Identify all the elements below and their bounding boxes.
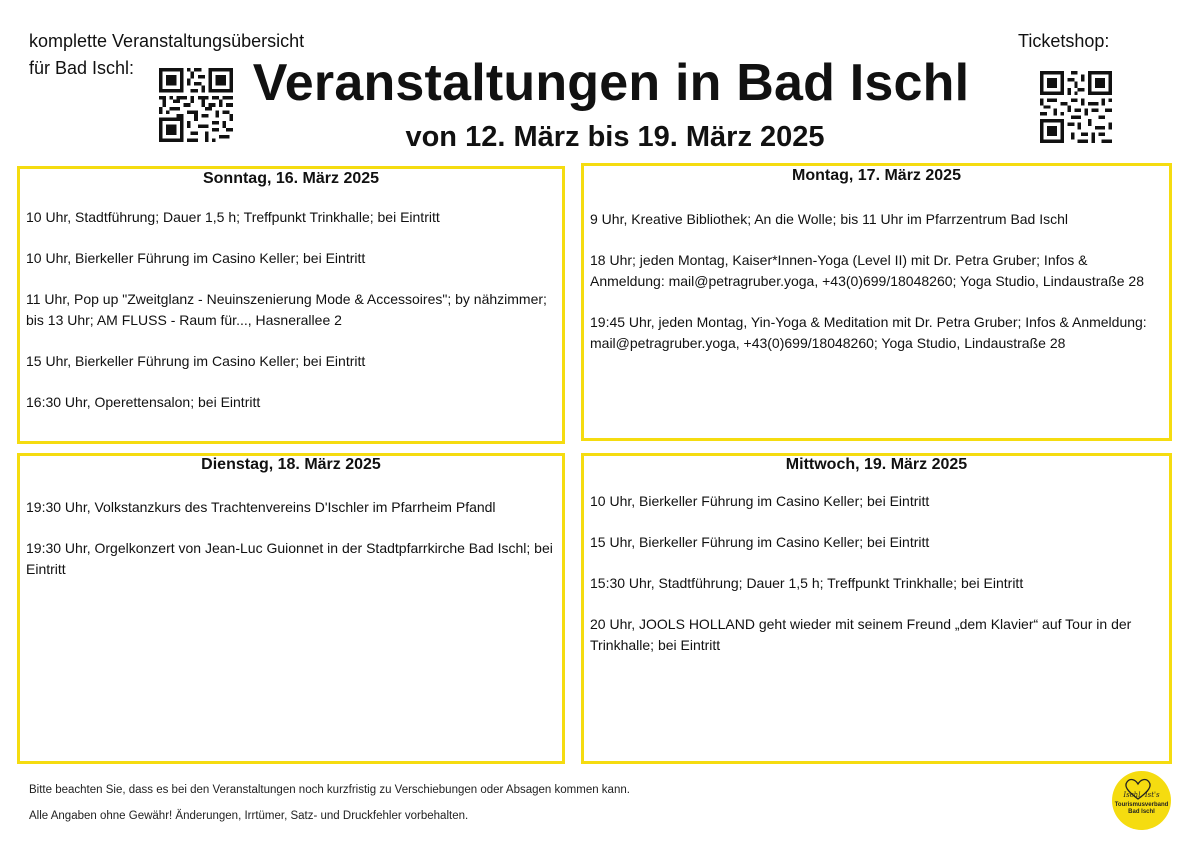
logo-line-2: Bad Ischl [1128,809,1155,815]
day-heading: Mittwoch, 19. März 2025 [785,456,968,473]
ticketshop-label: Ticketshop: [1018,31,1110,51]
day-heading: Dienstag, 18. März 2025 [201,456,381,473]
footer-note-changes: Bitte beachten Sie, dass es bei den Veranstaltungen noch kurzfristig zu Verschiebungen oder Absagen kommen kann. [29,784,630,796]
event-item: 20 Uhr, JOOLS HOLLAND geht wieder mit seinem Freund „dem Klavier“ auf Tour in der Trinkhalle; bei Eintritt [590,616,1132,653]
event-item: 10 Uhr, Bierkeller Führung im Casino Keller; bei Eintritt [590,493,930,509]
event-item: 15 Uhr, Bierkeller Führung im Casino Keller; bei Eintritt [26,353,366,369]
event-item: 19:30 Uhr, Orgelkonzert von Jean-Luc Guionnet in der Stadtpfarrkirche Bad Ischl; bei Eintritt [26,540,553,577]
event-item: 16:30 Uhr, Operettensalon; bei Eintritt [26,394,261,410]
event-list [590,209,1163,354]
event-item: 15 Uhr, Bierkeller Führung im Casino Keller; bei Eintritt [590,534,930,550]
event-list [26,497,556,580]
event-item: 11 Uhr, Pop up "Zweitglanz - Neuinszenierung Mode & Accessoires"; by nähzimmer; bis 13 Uhr; AM FLUSS - Raum für..., Hasnerallee 2 [26,291,547,328]
tourismusverband-logo [1112,771,1171,830]
event-list [590,491,1163,656]
logo-line-1: Tourismusverband [1114,802,1169,808]
event-list [26,207,556,413]
day-heading: Montag, 17. März 2025 [792,167,961,184]
ticketshop-qr-code-icon[interactable] [1040,71,1112,143]
event-item: 19:30 Uhr, Volkstanzkurs des Trachtenvereins D'Ischler im Pfarrheim Pfandl [26,499,496,515]
page-title: Veranstaltungen in Bad Ischl [252,54,970,112]
footer-note-disclaimer: Alle Angaben ohne Gewähr! Änderungen, Irrtümer, Satz- und Druckfehler vorbehalten. [29,810,469,822]
event-item: 10 Uhr, Stadtführung; Dauer 1,5 h; Treffpunkt Trinkhalle; bei Eintritt [26,209,440,225]
event-item: 9 Uhr, Kreative Bibliothek; An die Wolle; bis 11 Uhr im Pfarrzentrum Bad Ischl [590,211,1069,227]
event-item: 10 Uhr, Bierkeller Führung im Casino Keller; bei Eintritt [26,250,366,266]
event-item: 19:45 Uhr, jeden Montag, Yin-Yoga & Meditation mit Dr. Petra Gruber; Infos & Anmeldung: mail@petragruber.yoga, +43(0)699/18048260; Yoga Studio, Lindaustraße 28 [590,314,1147,351]
overview-line-2: für Bad Ischl: [29,58,135,78]
day-card-mittwoch [581,453,1172,764]
day-card-dienstag [17,453,565,764]
day-card-montag [581,163,1172,441]
event-item: 15:30 Uhr, Stadtführung; Dauer 1,5 h; Treffpunkt Trinkhalle; bei Eintritt [590,575,1024,591]
event-item: 18 Uhr; jeden Montag, Kaiser*Innen-Yoga (Level II) mit Dr. Petra Gruber; Infos & Anmeldung: mail@petragruber.yoga, +43(0)699/18048260; Yoga Studio, Lindaustraße 28 [590,252,1144,289]
page-subtitle: von 12. März bis 19. März 2025 [405,121,825,153]
day-card-sonntag [17,166,565,444]
logo-script-text: Ischl. Ist's [1123,791,1160,799]
day-heading: Sonntag, 16. März 2025 [202,170,380,187]
overview-line-1: komplette Veranstaltungsübersicht [29,31,305,51]
